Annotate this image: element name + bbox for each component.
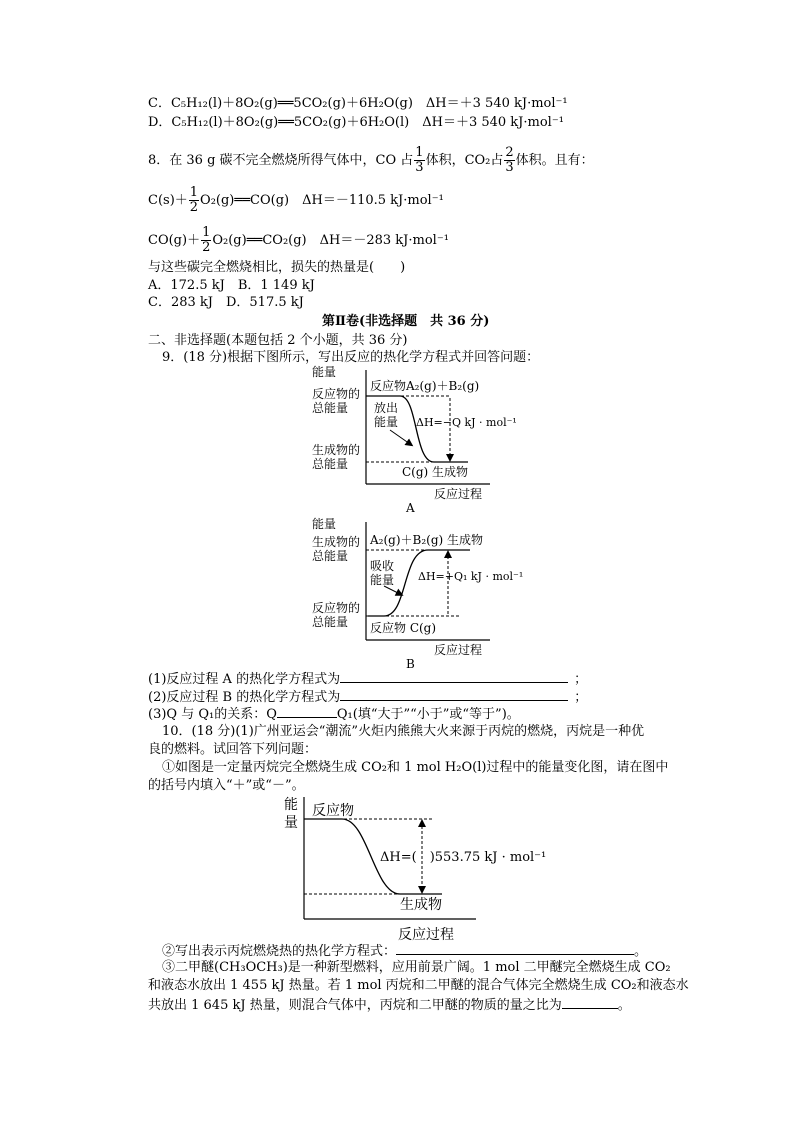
reactant-label: 总能量	[312, 615, 349, 629]
x-axis-label: 反应过程	[398, 927, 454, 943]
q10-p3-1: ③二甲醚(CH₃OCH₃)是一种新型燃料，应用前景广阔。1 mol 二甲醚完全燃烧生成 CO₂	[162, 960, 671, 975]
figure-propane	[282, 793, 552, 945]
top-label: A₂(g)＋B₂(g) 生成物	[370, 533, 484, 547]
answer-blank[interactable]	[340, 670, 568, 683]
answer-blank[interactable]	[562, 996, 618, 1009]
top-label: 反应物A₂(g)＋B₂(g)	[370, 379, 480, 393]
section-intro: 二、非选择题(本题包括 2 个小题，共 36 分)	[148, 333, 408, 348]
q9-sub1: (1)反应过程 A 的热化学方程式为 ；	[148, 672, 588, 687]
x-axis-label: 反应过程	[434, 643, 483, 657]
x-axis-label: 反应过程	[434, 487, 483, 501]
fraction: $\frac{2}{3}$	[505, 145, 514, 175]
dh-label: ΔH=( )553.75 kJ · mol⁻¹	[380, 850, 547, 865]
q9-sub2: (2)反应过程 B 的热化学方程式为 ；	[148, 690, 588, 705]
dh-label: ΔH=−Q kJ · mol⁻¹	[416, 416, 517, 429]
section-title: 第Ⅱ卷(非选择题 共 36 分)	[322, 314, 490, 329]
absorb-label: 能量	[370, 573, 395, 587]
figure-caption: A	[406, 501, 415, 515]
q10-p2: ②写出表示丙烷燃烧热的热化学方程式： 。	[162, 944, 648, 959]
figure-b	[310, 516, 524, 671]
y-axis-label: 能	[284, 797, 298, 813]
absorb-label: 吸收	[370, 559, 395, 573]
reactant-label: 反应物的	[312, 387, 361, 401]
fraction: $\frac{1}{3}$	[415, 145, 424, 175]
q10-p1-2: 的括号内填入“＋”或“－”。	[148, 778, 305, 793]
q8-equation-2: CO(g)＋ $\frac{1}{2}$ O₂(g)══CO₂(g) ΔH＝－283 kJ·mol⁻¹	[148, 225, 449, 255]
absorb-arrow	[384, 586, 400, 594]
q9-stem: 9．(18 分)根据下图所示，写出反应的热化学方程式并回答问题：	[162, 350, 540, 365]
q7-option-c: C．C₅H₁₂(l)＋8O₂(g)══5CO₂(g)＋6H₂O(g) ΔH＝＋3 540 kJ·mol⁻¹	[148, 96, 568, 111]
y-axis-label: 能量	[312, 365, 337, 379]
answer-blank[interactable]	[277, 705, 337, 718]
q10-stem-1: 10．(18 分)(1)广州亚运会“潮流”火炬内熊熊大火来源于丙烷的燃烧，丙烷是一种优	[162, 724, 645, 739]
figure-a	[310, 364, 517, 515]
release-label: 能量	[374, 415, 399, 429]
q10-p3-3: 共放出 1 645 kJ 热量，则混合气体中，丙烷和二甲醚的物质的量之比为 。	[148, 998, 631, 1013]
q8-options-ab: A．172.5 kJ B．1 149 kJ	[148, 278, 315, 293]
dh-label: ΔH=+Q₁ kJ · mol⁻¹	[418, 570, 524, 583]
answer-blank[interactable]	[396, 942, 634, 955]
product-label: 总能量	[312, 457, 349, 471]
q8-options-cd: C．283 kJ D．517.5 kJ	[148, 295, 304, 310]
q8-equation-1: C(s)＋ $\frac{1}{2}$ O₂(g)══CO(g) ΔH＝－110.5 kJ·mol⁻¹	[148, 185, 444, 215]
q10-p3-2: 和液态水放出 1 455 kJ 热量。若 1 mol 丙烷和二甲醚的混合气体完全燃烧生成 CO₂和液态水	[148, 978, 689, 993]
release-label: 放出	[374, 401, 399, 415]
product-label: 总能量	[312, 549, 349, 563]
product-label: 生成物	[400, 897, 442, 913]
fraction: $\frac{1}{2}$	[189, 185, 199, 215]
reactant-label: 总能量	[312, 401, 349, 415]
q7-option-d: D．C₅H₁₂(l)＋8O₂(g)══5CO₂(g)＋6H₂O(l) ΔH＝＋3 540 kJ·mol⁻¹	[148, 115, 564, 130]
q10-stem-2: 良的燃料。试回答下列问题：	[148, 742, 318, 757]
bottom-label: 反应物 C(g)	[370, 621, 437, 635]
q10-p1-1: ①如图是一定量丙烷完全燃烧生成 CO₂和 1 mol H₂O(l)过程中的能量变化图，请在图中	[162, 760, 669, 775]
y-axis-label: 能量	[312, 517, 337, 531]
figure-caption: B	[406, 657, 415, 671]
q8-question: 与这些碳完全燃烧相比，损失的热量是( )	[148, 260, 406, 275]
product-label: 生成物的	[312, 535, 361, 549]
answer-blank[interactable]	[340, 688, 568, 701]
product-label: 生成物的	[312, 443, 361, 457]
release-arrow	[390, 430, 410, 444]
y-axis-label: 量	[284, 815, 298, 831]
q9-sub3: (3)Q 与 Q₁的关系：Q Q₁(填“大于”“小于”或“等于”)。	[148, 707, 520, 722]
fraction: $\frac{1}{2}$	[202, 225, 211, 255]
reactant-label: 反应物	[312, 803, 354, 819]
q8-stem: 8．在 36 g 碳不完全燃烧所得气体中，CO 占 $\frac{1}{3}$ 体积，CO₂占 $\frac{2}{3}$ 体积。且有：	[148, 145, 594, 175]
reactant-label: 反应物的	[312, 601, 361, 615]
bottom-label: C(g) 生成物	[402, 465, 469, 479]
